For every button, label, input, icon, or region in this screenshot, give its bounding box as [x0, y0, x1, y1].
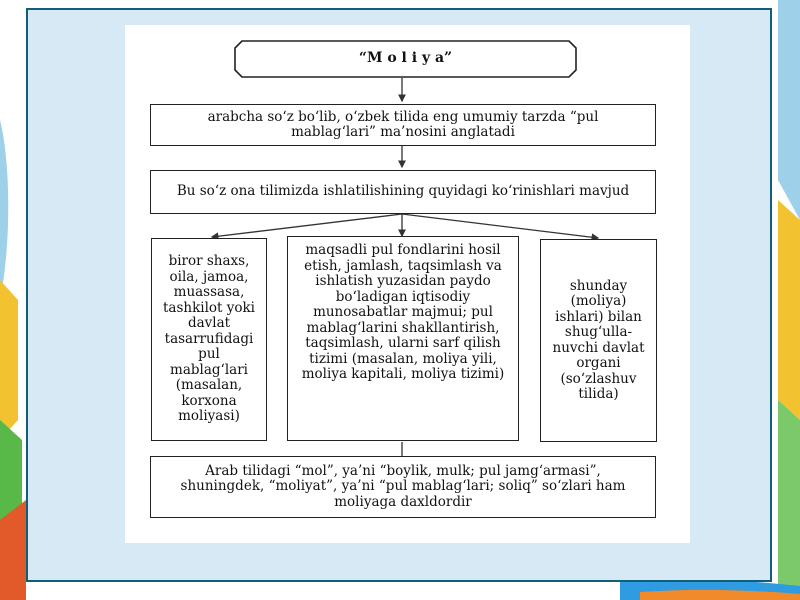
- title-box: [234, 40, 577, 78]
- origin-note-box: [150, 456, 656, 518]
- branch-text-2: maqsadli pul fondlarini hosil etish, jamlash, taqsimlash va ishlatish yuzasidan paydo bo‘ladigan iqtisodiy munosabatlar majmui; pul mablag‘larini shakllantirish, taqsimlash, ularni sarf qilish tizimi (masalan, moliya yili, moliya kapitali, moliya tizimi): [301, 242, 505, 382]
- branch-box-3: [540, 239, 657, 442]
- forms-heading-box: [150, 170, 656, 214]
- branch-box-1: [151, 238, 267, 441]
- forms-heading-text: Bu so‘z ona tilimizda ishlatilishining quyidagi ko‘rinishlari mavjud: [176, 183, 630, 200]
- origin-note-text: Arab tilidagi “mol”, ya’ni “boylik, mulk; pul jamg‘armasi”, shuningdek, “moliyat”, ya’ni “pul mablag‘lari; soliq” so‘zlari ham moliyaga daxldordir: [180, 462, 626, 510]
- branch-text-3: shunday (moliya) ishlari) bilan shug‘ulla-nuvchi davlat organi (so‘zlashuv tilida): [552, 277, 645, 402]
- definition-box: [150, 104, 656, 146]
- branch-box-2: [287, 236, 519, 441]
- definition-text: arabcha so‘z bo‘lib, o‘zbek tilida eng umumiy tarzda “pul mablag‘lari” ma’nosini anglatadi: [207, 108, 599, 140]
- title-text: “M o l i y a”: [358, 50, 453, 67]
- branch-text-1: biror shaxs, oila, jamoa, muassasa, tashkilot yoki davlat tasarrufidagi pul mablag‘lari (masalan, korxona moliyasi): [162, 253, 255, 425]
